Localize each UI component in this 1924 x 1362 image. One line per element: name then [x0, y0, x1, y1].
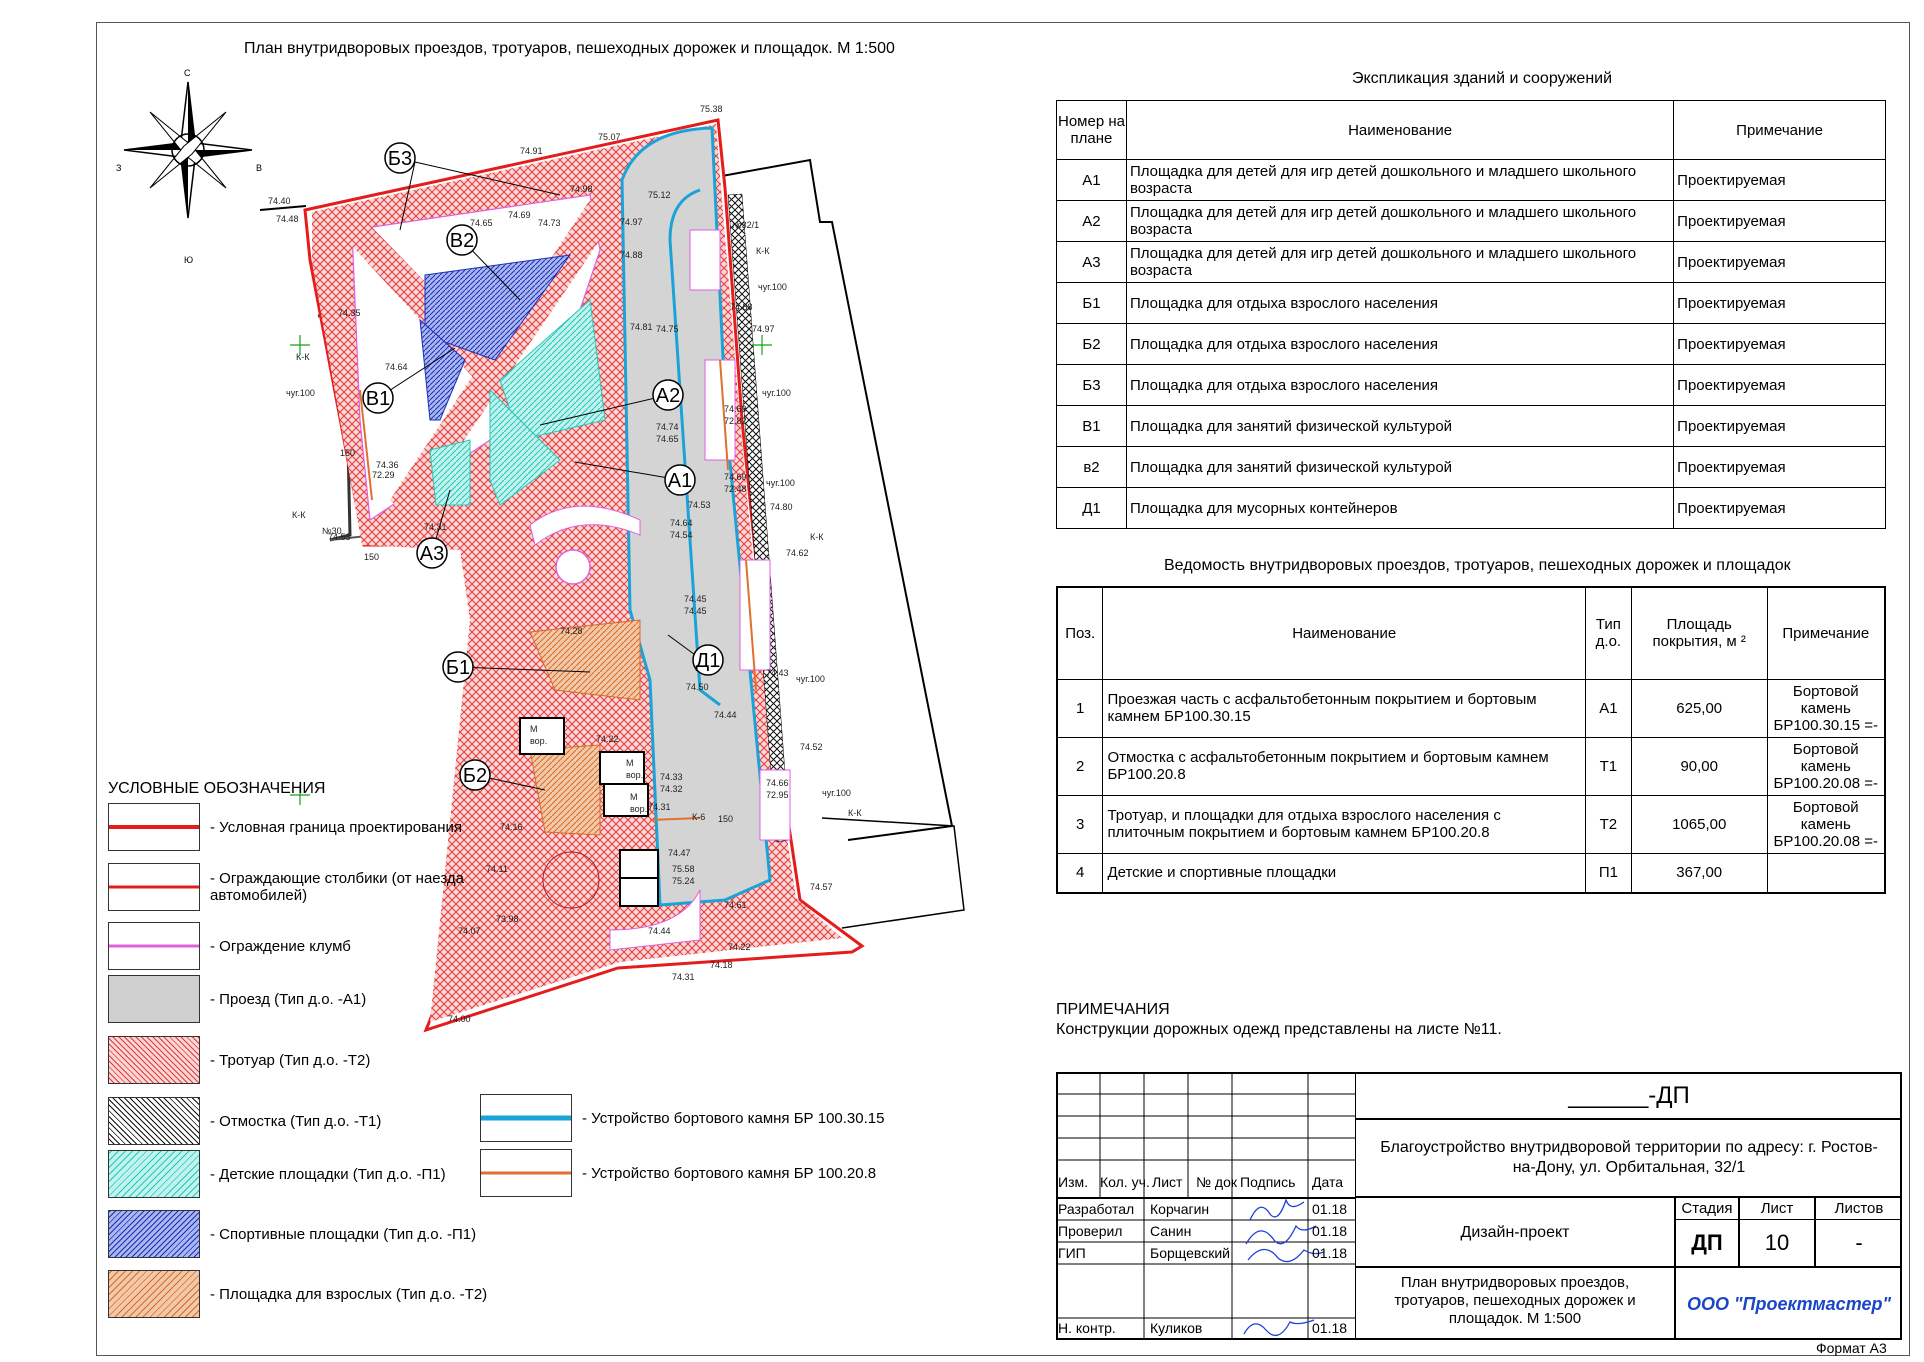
svg-text:74.45: 74.45 — [684, 594, 707, 604]
table-row: Б3 Площадка для отдыха взрослого населения Проектируемая — [1057, 365, 1886, 406]
svg-text:74.44: 74.44 — [648, 926, 671, 936]
svg-text:75.38: 75.38 — [700, 104, 723, 114]
compass-south: Ю — [184, 255, 194, 265]
svg-text:чуг.100: чуг.100 — [758, 282, 787, 292]
legend-item: - Ограждение клумб — [108, 922, 508, 970]
svg-text:вор.: вор. — [626, 770, 644, 780]
svg-text:74.54: 74.54 — [670, 530, 693, 540]
svg-text:74.11: 74.11 — [486, 864, 508, 874]
stamp-col-doc: № док — [1196, 1174, 1237, 1190]
svg-text:74.53: 74.53 — [328, 532, 351, 542]
label-b1: Б1 — [445, 657, 471, 679]
legend-item: - Ограждающие столбики (от наезда автомобилей) — [108, 863, 508, 911]
svg-text:74.31: 74.31 — [424, 522, 447, 532]
svg-text:чуг.100: чуг.100 — [766, 478, 795, 488]
svg-text:74.69: 74.69 — [724, 404, 747, 414]
svg-text:чуг.100: чуг.100 — [822, 788, 851, 798]
svg-text:74.52: 74.52 — [800, 742, 823, 752]
table-row: А3 Площадка для детей для игр детей дошкольного и младшего школьного возраста Проектируемая — [1057, 242, 1886, 283]
stamp-col-list: Лист — [1152, 1174, 1183, 1190]
label-d1: Д1 — [695, 650, 721, 672]
svg-text:М: М — [530, 724, 538, 734]
svg-text:75.12: 75.12 — [648, 190, 671, 200]
table-row: Б2 Площадка для отдыха взрослого населения Проектируемая — [1057, 324, 1886, 365]
table-row: В1 Площадка для занятий физической культурой Проектируемая — [1057, 406, 1886, 447]
legend-item: - Детские площадки (Тип д.о. -П1) — [108, 1150, 508, 1198]
svg-text:74.98: 74.98 — [570, 184, 593, 194]
svg-text:73.98: 73.98 — [496, 914, 519, 924]
svg-text:74.64: 74.64 — [385, 362, 408, 372]
svg-text:М: М — [630, 792, 638, 802]
company-logo: ООО "Проектмастер" — [1686, 1294, 1892, 1314]
stamp-person: Корчагин — [1150, 1201, 1210, 1217]
svg-text:74.22: 74.22 — [728, 942, 751, 952]
kids-ground-a3 — [430, 440, 470, 505]
legend-title: УСЛОВНЫЕ ОБОЗНАЧЕНИЯ — [108, 780, 326, 797]
label-a2: А2 — [655, 385, 681, 407]
svg-text:74.65: 74.65 — [656, 434, 679, 444]
label-b2: Б2 — [462, 765, 488, 787]
svg-text:вор.: вор. — [630, 804, 648, 814]
svg-text:74.44: 74.44 — [714, 710, 737, 720]
stamp-person: Куликов — [1150, 1320, 1203, 1336]
stamp-role: Проверил — [1058, 1223, 1123, 1239]
roads-table — [1056, 586, 1886, 894]
explication-table — [1056, 100, 1886, 529]
stamp-person: Борщевский — [1150, 1245, 1230, 1261]
stamp-role: ГИП — [1058, 1245, 1086, 1261]
svg-text:К-К: К-К — [810, 532, 824, 542]
svg-text:вор.: вор. — [530, 736, 548, 746]
plan-title: План внутридворовых проездов, тротуаров, пешеходных дорожек и площадок. М 1:500 — [244, 40, 895, 57]
svg-text:72.82: 72.82 — [724, 416, 747, 426]
svg-text:К-К: К-К — [296, 352, 310, 362]
svg-text:150: 150 — [718, 814, 734, 824]
table-row: 2 Отмостка с асфальтобетонным покрытием и бортовым камнем БР100.20.8 Т1 90,00 Бортовой камень БР100.20.08 =- — [1057, 737, 1885, 795]
svg-text:74.07: 74.07 — [458, 926, 481, 936]
table-row: Д1 Площадка для мусорных контейнеров Проектируемая — [1057, 488, 1886, 529]
stamp-stage: ДП — [1676, 1220, 1740, 1266]
svg-text:75.07: 75.07 — [598, 132, 621, 142]
svg-text:74.32: 74.32 — [660, 784, 683, 794]
svg-text:чуг.100: чуг.100 — [796, 674, 825, 684]
svg-text:75.58: 75.58 — [672, 864, 695, 874]
stamp-code: ______-ДП — [1356, 1072, 1902, 1120]
stamp-date: 01.18 — [1312, 1245, 1348, 1261]
svg-text:74.31: 74.31 — [672, 972, 695, 982]
stamp-col-sign: Подпись — [1240, 1174, 1296, 1190]
svg-text:74.62: 74.62 — [786, 548, 809, 558]
svg-text:74.16: 74.16 — [500, 822, 523, 832]
svg-text:74.73: 74.73 — [538, 218, 561, 228]
svg-text:М: М — [626, 758, 634, 768]
legend-item: - Устройство бортового камня БР 100.30.15 — [480, 1094, 940, 1142]
table-row: 4 Детские и спортивные площадки П1 367,00 — [1057, 853, 1885, 893]
legend-item: - Площадка для взрослых (Тип д.о. -Т2) — [108, 1270, 508, 1318]
stamp-sheet-label: Лист — [1740, 1198, 1816, 1220]
legend-item: - Тротуар (Тип д.о. -Т2) — [108, 1036, 508, 1084]
svg-text:К-6: К-6 — [692, 812, 706, 822]
compass-west: З — [116, 163, 122, 173]
svg-text:74.97: 74.97 — [752, 324, 775, 334]
table-row: А2 Площадка для детей для игр детей дошкольного и младшего школьного возраста Проектируемая — [1057, 201, 1886, 242]
svg-text:74.18: 74.18 — [710, 960, 733, 970]
svg-text:74.66: 74.66 — [766, 778, 789, 788]
svg-text:74.88: 74.88 — [620, 250, 643, 260]
svg-text:74.74: 74.74 — [656, 422, 679, 432]
svg-text:№32/1: №32/1 — [732, 220, 760, 230]
label-b3: Б3 — [387, 148, 413, 170]
svg-text:74.43: 74.43 — [766, 668, 789, 678]
svg-text:74.53: 74.53 — [688, 500, 711, 510]
notes-title: ПРИМЕЧАНИЯ — [1056, 1001, 1170, 1018]
svg-text:74.00: 74.00 — [448, 1014, 471, 1024]
stamp-col-date: Дата — [1312, 1174, 1344, 1190]
stamp-person: Санин — [1150, 1223, 1192, 1239]
compass-north: С — [184, 68, 191, 78]
svg-text:№30: №30 — [322, 526, 342, 536]
explication-title: Экспликация зданий и сооружений — [1352, 70, 1613, 87]
svg-text:72.95: 72.95 — [766, 790, 789, 800]
label-v1: В1 — [365, 388, 391, 410]
svg-text:К-К: К-К — [292, 510, 306, 520]
svg-text:74.75: 74.75 — [656, 324, 679, 334]
svg-text:150: 150 — [364, 552, 380, 562]
format-label: Формат А3 — [1816, 1340, 1887, 1356]
svg-text:74.69: 74.69 — [724, 472, 747, 482]
stamp-date: 01.18 — [1312, 1320, 1348, 1336]
table-row: А1 Площадка для детей для игр детей дошкольного и младшего школьного возраста Проектируемая — [1057, 160, 1886, 201]
legend-item: - Проезд (Тип д.о. -А1) — [108, 975, 508, 1023]
svg-text:74.35: 74.35 — [338, 308, 361, 318]
label-v2: В2 — [449, 230, 475, 252]
legend-item: - Спортивные площадки (Тип д.о. -П1) — [108, 1210, 508, 1258]
svg-text:74.81: 74.81 — [630, 322, 653, 332]
svg-text:74.64: 74.64 — [670, 518, 693, 528]
svg-text:74.57: 74.57 — [810, 882, 833, 892]
stamp-col-izm: Изм. — [1058, 1174, 1088, 1190]
label-a1: А1 — [667, 470, 693, 492]
notes-text: Конструкции дорожных одежд представлены на листе №11. — [1056, 1021, 1502, 1038]
legend-item: - Отмостка (Тип д.о. -Т1) — [108, 1097, 508, 1145]
roads-title: Ведомость внутридворовых проездов, тротуаров, пешеходных дорожек и площадок — [1164, 557, 1791, 574]
svg-text:74.48: 74.48 — [276, 214, 299, 224]
svg-text:72.48: 72.48 — [724, 484, 747, 494]
svg-text:74.31: 74.31 — [648, 802, 671, 812]
stamp-sheet: 10 — [1740, 1220, 1816, 1266]
table-row: 3 Тротуар, и площадки для отдыха взрослого населения с плиточным покрытием и бортовым камнем БР100.20.8 Т2 1065,00 Бортовой камень БР100.20.08 =- — [1057, 795, 1885, 853]
svg-text:74.91: 74.91 — [520, 146, 543, 156]
svg-text:74.65: 74.65 — [470, 218, 493, 228]
svg-text:К-К: К-К — [848, 808, 862, 818]
compass-east: В — [256, 163, 263, 173]
stamp-stage-block — [1676, 1198, 1902, 1268]
stamp-sheets: - — [1855, 1230, 1863, 1255]
label-a3: А3 — [419, 543, 445, 565]
table-row: Б1 Площадка для отдыха взрослого населения Проектируемая — [1057, 283, 1886, 324]
stamp-sheet-title: План внутридворовых проездов, тротуаров, пешеходных дорожек и площадок. М 1:500 — [1356, 1268, 1676, 1340]
stamp-address: Благоустройство внутридворовой территории по адресу: г. Ростов-на-Дону, ул. Орбитальная, 32/1 — [1356, 1120, 1902, 1198]
svg-text:74.97: 74.97 — [620, 217, 643, 227]
svg-text:74.36: 74.36 — [376, 460, 399, 470]
svg-text:74.40: 74.40 — [268, 196, 291, 206]
svg-text:К-К: К-К — [756, 246, 770, 256]
svg-text:74.88: 74.88 — [730, 302, 753, 312]
svg-text:чуг.100: чуг.100 — [286, 388, 315, 398]
table-row: в2 Площадка для занятий физической культурой Проектируемая — [1057, 447, 1886, 488]
svg-text:74.50: 74.50 — [686, 682, 709, 692]
svg-text:74.22: 74.22 — [596, 734, 619, 744]
compass-rose — [124, 82, 252, 218]
legend-item: - Условная граница проектирования — [108, 803, 528, 851]
svg-text:74.47: 74.47 — [668, 848, 691, 858]
svg-text:72.29: 72.29 — [372, 470, 395, 480]
stamp-stage-label: Стадия — [1676, 1198, 1740, 1220]
svg-text:150: 150 — [340, 448, 356, 458]
stamp-date: 01.18 — [1312, 1201, 1348, 1217]
svg-text:74.61: 74.61 — [724, 900, 747, 910]
legend-item: - Устройство бортового камня БР 100.20.8 — [480, 1149, 940, 1197]
stamp-sheets-label: Листов — [1816, 1198, 1902, 1220]
svg-text:74.28: 74.28 — [560, 626, 583, 636]
roads-header: Поз. Наименование Тип д.о. Площадь покрытия, м ² Примечание — [1057, 587, 1885, 679]
svg-text:74.45: 74.45 — [684, 606, 707, 616]
stamp-role: Разработал — [1058, 1201, 1135, 1217]
stamp-col-kol: Кол. уч. — [1100, 1174, 1150, 1190]
stamp-date: 01.18 — [1312, 1223, 1348, 1239]
svg-text:74.33: 74.33 — [660, 772, 683, 782]
table-row: 1 Проезжая часть с асфальтобетонным покрытием и бортовым камнем БР100.30.15 А1 625,00 Бортовой камень БР100.30.15 =- — [1057, 679, 1885, 737]
svg-text:чуг.100: чуг.100 — [762, 388, 791, 398]
svg-text:74.69: 74.69 — [508, 210, 531, 220]
svg-text:74.80: 74.80 — [770, 502, 793, 512]
explication-header: Номер на плане Наименование Примечание — [1057, 101, 1886, 160]
svg-text:75.24: 75.24 — [672, 876, 695, 886]
stamp-role: Н. контр. — [1058, 1320, 1116, 1336]
stamp-project: Дизайн-проект — [1356, 1198, 1676, 1268]
